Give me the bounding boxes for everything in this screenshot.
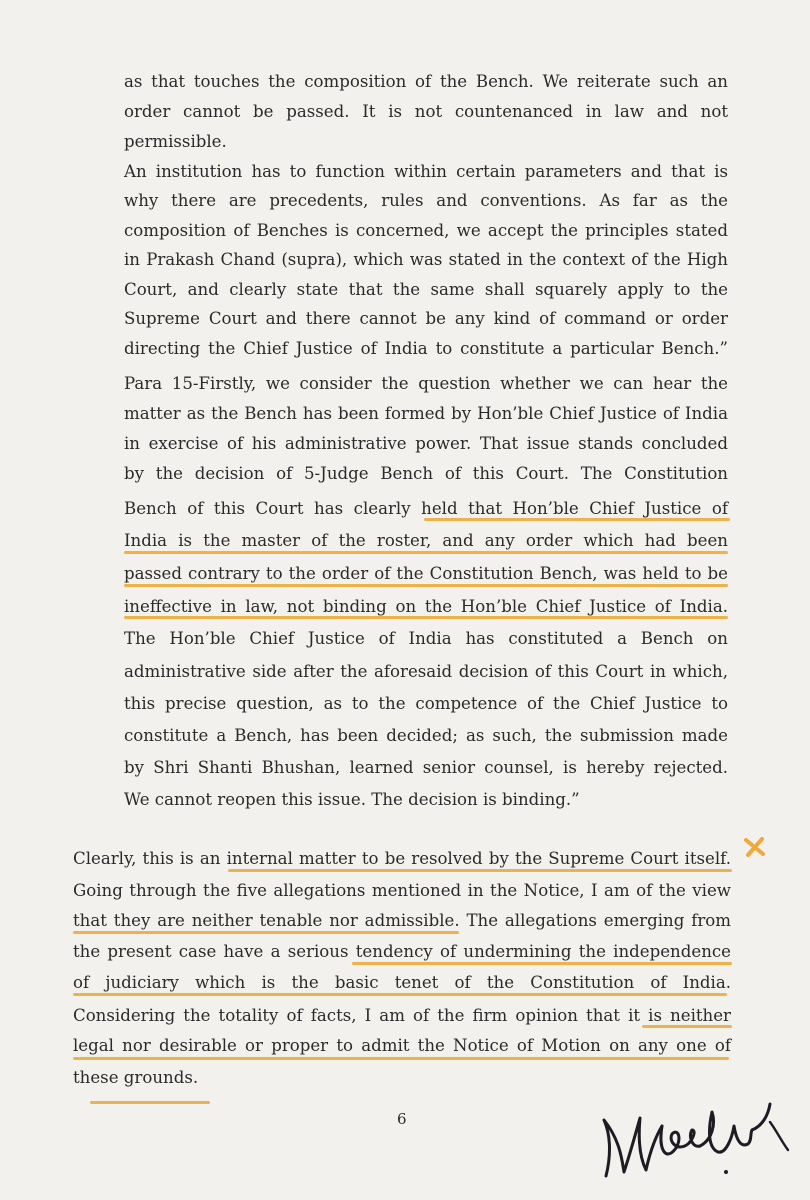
- highlight-underline: [73, 1057, 729, 1060]
- body-line: that they are neither tenable nor admissible. The allegations emerging from: [73, 911, 731, 930]
- quote-line: composition of Benches is concerned, we accept the principles stated: [124, 221, 728, 240]
- quote-line: by the decision of 5-Judge Bench of this Court. The Constitution: [124, 464, 728, 483]
- body-line: Clearly, this is an internal matter to be resolved by the Supreme Court itself.: [73, 849, 731, 868]
- quote-line: Para 15-Firstly, we consider the question whether we can hear the: [124, 374, 728, 393]
- handwritten-signature-icon: [592, 1090, 802, 1190]
- page-number: 6: [397, 1110, 407, 1128]
- quote-line: in Prakash Chand (supra), which was stated in the context of the High: [124, 250, 728, 269]
- body-line: these grounds.: [73, 1068, 199, 1087]
- quote-line: The Hon’ble Chief Justice of India has constituted a Bench on: [124, 629, 728, 648]
- body-line: of judiciary which is the basic tenet of the Constitution of India.: [73, 973, 731, 992]
- quote-line: in exercise of his administrative power. That issue stands concluded: [124, 434, 728, 453]
- highlight-underline: [424, 518, 730, 521]
- body-line: legal nor desirable or proper to admit the Notice of Motion on any one of: [73, 1036, 731, 1055]
- quote-line: this precise question, as to the competence of the Chief Justice to: [124, 694, 728, 713]
- highlight-underline: [228, 869, 732, 872]
- highlight-underline: [642, 1025, 732, 1028]
- cross-mark-icon: [742, 834, 768, 860]
- quote-line: by Shri Shanti Bhushan, learned senior counsel, is hereby rejected.: [124, 758, 728, 777]
- quote-line: ineffective in law, not binding on the Hon’ble Chief Justice of India.: [124, 597, 728, 616]
- quote-line: Bench of this Court has clearly held that Hon’ble Chief Justice of: [124, 499, 728, 518]
- quote-line: as that touches the composition of the Bench. We reiterate such an: [124, 72, 728, 91]
- highlight-underline: [352, 962, 732, 965]
- highlight-underline: [73, 993, 727, 996]
- quote-line: An institution has to function within certain parameters and that is: [124, 162, 728, 181]
- quote-line: Supreme Court and there cannot be any kind of command or order: [124, 309, 728, 328]
- body-line: Considering the totality of facts, I am of the firm opinion that it is neither: [73, 1006, 731, 1025]
- highlight-underline: [124, 584, 728, 587]
- quote-line: constitute a Bench, has been decided; as such, the submission made: [124, 726, 728, 745]
- quote-line: matter as the Bench has been formed by Hon’ble Chief Justice of India: [124, 404, 728, 423]
- quote-line: why there are precedents, rules and conventions. As far as the: [124, 191, 728, 210]
- quote-line: order cannot be passed. It is not countenanced in law and not: [124, 102, 728, 121]
- quote-line: passed contrary to the order of the Constitution Bench, was held to be: [124, 564, 728, 583]
- highlight-underline: [124, 551, 728, 554]
- quote-line: Court, and clearly state that the same shall squarely apply to the: [124, 280, 728, 299]
- highlight-underline: [124, 616, 728, 619]
- quote-line: administrative side after the aforesaid decision of this Court in which,: [124, 662, 728, 681]
- quote-line: We cannot reopen this issue. The decision is binding.”: [124, 790, 580, 809]
- highlight-underline: [90, 1101, 210, 1104]
- quote-line: directing the Chief Justice of India to constitute a particular Bench.”: [124, 339, 728, 358]
- quote-line: India is the master of the roster, and any order which had been: [124, 531, 728, 550]
- body-line: Going through the five allegations mentioned in the Notice, I am of the view: [73, 881, 731, 900]
- quote-line: permissible.: [124, 132, 227, 151]
- body-line: the present case have a serious tendency of undermining the independence: [73, 942, 731, 961]
- highlight-underline: [73, 931, 459, 934]
